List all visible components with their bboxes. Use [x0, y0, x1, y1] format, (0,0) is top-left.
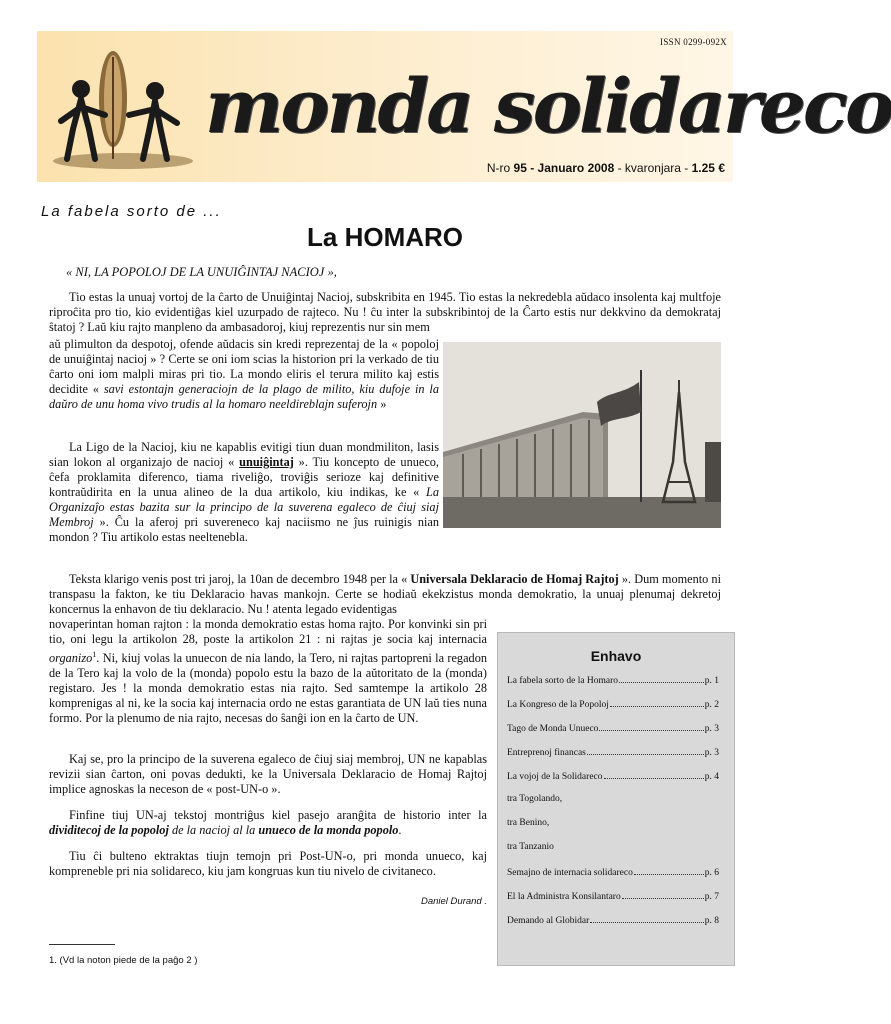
logo-people-wheat-icon [43, 49, 203, 169]
paragraph-1: Tio estas la unuaj vortoj de la ĉarto de Unuiĝintaj Nacioj, subskribita en 1945. Tio estas la nekredebla aŭdaco insolenta kaj multfoje riproĉita pro tio, kio evidentiĝas kiel uzurpado de rajteco. Nu ! ĉu inter la subskribintoj de la Ĉarto estis nur dekkvino da demokrataj ŝtatoj ? Laŭ kiu rajto manpleno da ambasadoroj, kiuj reprezentis nur sin mem [49, 290, 721, 334]
toc-item[interactable]: Entreprenoj financas p. 3 [507, 748, 719, 758]
contents-sidebar [497, 632, 735, 966]
toc-item[interactable]: La fabela sorto de la Homaro p. 1 [507, 676, 719, 686]
un-paris-photo [443, 342, 721, 528]
toc-item[interactable]: La Kongreso de la Popoloj p. 2 [507, 700, 719, 710]
price: 1.25 € [691, 161, 725, 175]
toc-subitem[interactable]: tra Togolando, [507, 794, 563, 804]
paragraph-7: Tiu ĉi bulteno ektraktas tiujn temojn pri Post-UN-o, pri monda unueco, kaj kompreneble pri nia solidareco, kiu jam kongruas kun tiu nivelo de civitaneco. [49, 849, 487, 878]
footnote-ref: 1 [92, 650, 97, 659]
issn: ISSN 0299-092X [660, 37, 727, 47]
issue-number: 95 [513, 161, 527, 175]
toc-item[interactable]: El la Administra Konsilantaro p. 7 [507, 892, 719, 902]
issue-date: Januaro 2008 [537, 161, 615, 175]
paragraph-2: aŭ plimulton da despotoj, ofende aŭdacis sin kredi reprezentaj de la « popoloj de unuiĝintaj nacioj » ? Certe se oni iom scias la historion pri la verkado de tiu ĉarto oni iom malpli miras pri tio. La mondo eliris el terura milito kaj estis decidite « savi estontajn generaciojn de la plago de milito, kiu dufoje in la daŭro de unu homa vivo trudis al la homaro neeldireblajn suferojn » [49, 337, 439, 411]
publication-title: monda solidareco [205, 64, 891, 150]
kicker: La fabela sorto de ... [41, 203, 222, 220]
paragraph-4-top: Teksta klarigo venis post tri jaroj, la 10an de decembro 1948 per la « Universala Deklaracio de Homaj Rajtoj ». Dum momento ni transpasu la fakton, ke tiu Deklaracio havas mankojn. Certe se hodiaŭ ekekzistus monda demokratio, la unuaj plenumaj dekretoj koncernus la enhavon de tiu deklaracio. Nu ! atenta legado evidentigas [49, 572, 721, 616]
contents-list [507, 674, 719, 938]
toc-subitem[interactable]: tra Tanzanio [507, 842, 554, 852]
udhr-title: Universala Deklaracio de Homaj Rajtoj [410, 572, 619, 586]
toc-item[interactable]: Tago de Monda Unueco p. 3 [507, 724, 719, 734]
slogan: « NI, LA POPOLOJ DE LA UNUIĜINTAJ NACIOJ », [66, 265, 337, 279]
toc-subitem[interactable]: tra Benino, [507, 818, 550, 828]
toc-item[interactable]: La vojoj de la Solidareco p. 4 [507, 772, 719, 782]
author: Daniel Durand . [420, 896, 487, 907]
footnote-divider [49, 944, 115, 945]
toc-item[interactable]: Demando al Globidar p. 8 [507, 916, 719, 926]
paragraph-5: Kaj se, pro la principo de la suverena egaleco de ĉiuj siaj membroj, UN ne kapablas revizii sian ĉarton, oni povas dedukti, ke la Universala Deklaracio de Homaj Rajtoj implice agnoskas la neceson de « post-UN-o ». [49, 752, 487, 796]
contents-title: Enhavo [590, 648, 642, 664]
footnote: 1. (Vd la noton piede de la paĝo 2 ) [49, 955, 198, 966]
term-unuigintaj: unuiĝintaj [239, 455, 294, 469]
paragraph-3: La Ligo de la Nacioj, kiu ne kapablis evitigi tiun duan mondmiliton, lasis sian lokon al organizajo de nacioj « unuiĝintaj ». Tiu koncepto de unueco, ĉefa proklamita diferenco, tiama riveliĝo, troviĝis serioze kaj definitive kontraŭdirita en la unua alineo de la dua artikolo, kiu indikas, ke « La Organizaĵo estas bazita sur la principo de la suverena egaleco de ĉiuj siaj Membroj ». Ĉu la aferoj pri suvereneco kaj naciismo ne ĵus ruinigis nian mondon ? Tiu artikolo estas neeltenebla. [49, 440, 440, 544]
issue-line: N-ro 95 - Januaro 2008 - kvaronjara - 1.25 € [486, 161, 725, 175]
paragraph-6: Finfine tiuj UN-aj tekstoj montriĝus kiel pasejo aranĝita de historio inter la dividitecoj de la popoloj de la nacioj al la unueco de la monda popolo. [49, 808, 487, 837]
masthead [37, 31, 891, 182]
headline: La HOMARO [307, 222, 463, 252]
paragraph-4-bottom: novaperintan homan rajton : la monda demokratio estas homa rajto. Por konvinki sin pri tio, oni legu la artikolon 28, poste la artikolon 21 : ni rajtas je socia kaj internacia organizo$^1$. Ni, kiuj volas la unuecon de nia lando, la Tero, ni rajtas partopreni la regadon de la Tero kaj la volo de la (monda) popolo estu la bazo de la aŭtoritato de la (monda) registaro. Jes ! la monda demokratio estas nia rajto. Sed samtempe la artikolo 28 komprenigas al ni, ke la socia kaj internacia ordo ne estas garantiata de UN laŭ ties nuna formo. Por la plenumo de nia rajto, necesas do ŝanĝi ion en la ĉarto de UN. [49, 617, 487, 726]
toc-item[interactable]: Semajno de internacia solidareco p. 6 [507, 868, 719, 878]
